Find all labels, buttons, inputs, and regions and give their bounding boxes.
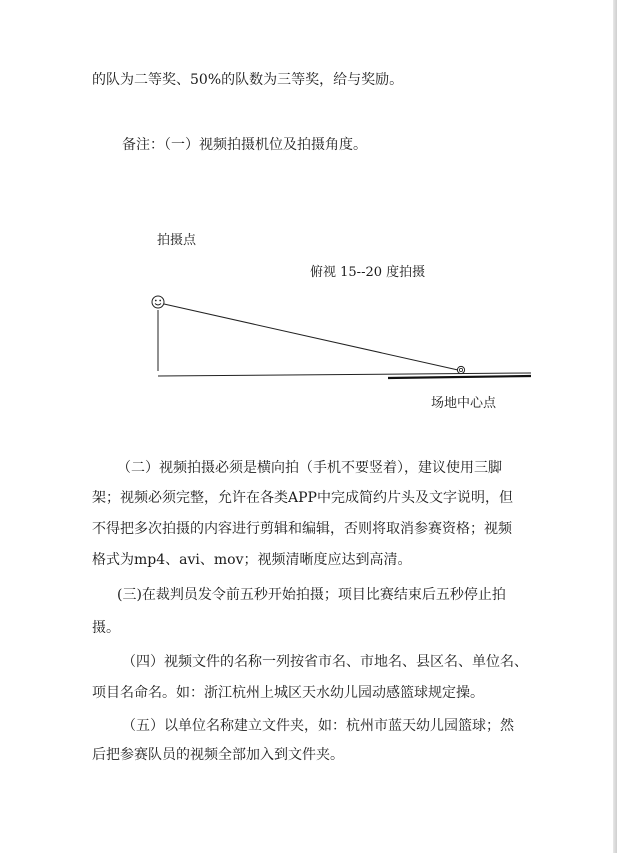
para2-line3: 不得把多次拍摄的内容进行剪辑和编辑，否则将取消参赛资格；视频 bbox=[92, 521, 512, 537]
field-line bbox=[388, 376, 531, 378]
para2-line1: （二）视频拍摄必须是横向拍（手机不要竖着），建议使用三脚 bbox=[117, 460, 502, 476]
sight-line bbox=[164, 304, 458, 370]
para4-line1: （四）视频文件的名称一列按省市名、市地名、县区名、单位名、 bbox=[122, 654, 528, 670]
para2-line2: 架；视频必须完整，允许在各类APP中完成简约片头及文字说明，但 bbox=[92, 490, 513, 506]
camera-point-label: 拍摄点 bbox=[157, 233, 197, 248]
note-heading: 备注：（一）视频拍摄机位及拍摄角度。 bbox=[122, 137, 367, 153]
para5-line2: 后把参赛队员的视频全部加入到文件夹。 bbox=[92, 747, 344, 763]
para4-line2: 项目名命名。如：浙江杭州上城区天水幼儿园动感篮球规定操。 bbox=[92, 685, 484, 701]
smiley-face-icon bbox=[152, 296, 164, 308]
intro-tail-line: 的队为二等奖、50%的队数为三等奖，给与奖励。 bbox=[92, 72, 404, 88]
angle-label: 俯视 15--20 度拍摄 bbox=[310, 265, 426, 280]
center-point-label: 场地中心点 bbox=[431, 396, 497, 411]
para5-line1: （五）以单位名称建立文件夹，如：杭州市蓝天幼儿园篮球；然 bbox=[122, 718, 514, 734]
para3-line2: 摄。 bbox=[92, 620, 120, 636]
ground-line bbox=[158, 373, 531, 376]
para3-line1: (三)在裁判员发令前五秒开始拍摄；项目比赛结束后五秒停止拍 bbox=[117, 587, 506, 603]
target-circle-icon bbox=[457, 366, 464, 373]
para2-line4: 格式为mp4、avi、mov；视频清晰度应达到高清。 bbox=[92, 552, 412, 568]
